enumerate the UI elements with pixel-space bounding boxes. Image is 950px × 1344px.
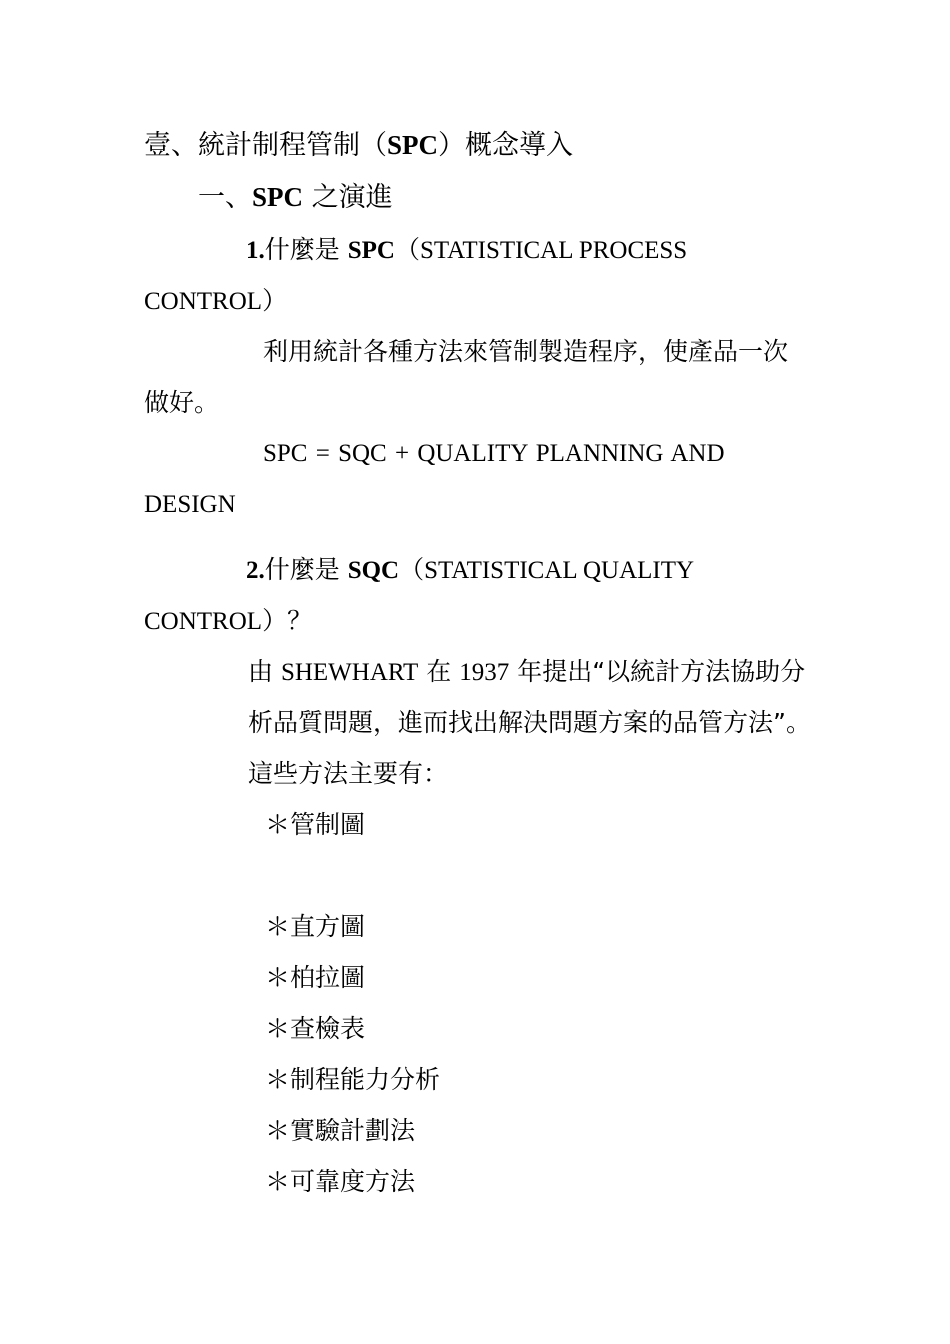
section-title-abbr: SPC <box>387 130 439 160</box>
method-list-item: ＊查檢表 <box>265 1014 366 1043</box>
item2-desc-part-d: 1937 <box>459 659 510 686</box>
subsection-title-prefix: 一、 <box>198 182 252 213</box>
item1-definition-line2: 做好。 <box>144 388 220 417</box>
item2-desc-part-c: 在 <box>418 657 460 686</box>
method-list-item: ＊制程能力分析 <box>265 1065 441 1094</box>
item1-paren-close: ） <box>262 286 288 315</box>
item1-full-name-line2: CONTROL <box>144 288 263 315</box>
item2-paren-close: ）？ <box>262 606 313 635</box>
method-list-item: ＊管制圖 <box>265 810 366 839</box>
item2-desc-line1 <box>248 657 805 688</box>
section-title <box>144 130 573 161</box>
item1-abbr: SPC <box>347 237 395 264</box>
item1-heading <box>246 235 687 266</box>
method-list-item: ＊可靠度方法 <box>265 1167 416 1196</box>
subsection-title-suffix: 之演進 <box>303 182 393 213</box>
item2-abbr: SQC <box>347 557 400 584</box>
item2-heading-cont <box>144 606 312 637</box>
item1-number: 1. <box>246 237 265 264</box>
item2-heading <box>246 555 694 586</box>
item1-formula-line2: DESIGN <box>144 491 236 518</box>
item2-full-name-line1: STATISTICAL QUALITY <box>424 557 695 584</box>
subsection-title-abbr: SPC <box>252 182 304 212</box>
item1-formula-line1: SPC = SQC + QUALITY PLANNING AND <box>263 440 725 467</box>
item1-heading-cont <box>144 286 287 317</box>
item2-question: 什麼是 <box>264 555 348 584</box>
item1-question: 什麼是 <box>264 235 348 264</box>
item1-paren-open: （ <box>394 235 420 264</box>
item2-full-name-line2: CONTROL <box>144 608 263 635</box>
section-title-suffix: ）概念導入 <box>438 130 574 161</box>
subsection-title <box>198 182 393 213</box>
method-list-item: ＊柏拉圖 <box>265 963 366 992</box>
method-list-item: ＊直方圖 <box>265 912 366 941</box>
item1-definition-line1: 利用統計各種方法來管制製造程序，使產品一次 <box>263 337 789 366</box>
item1-full-name-line1: STATISTICAL PROCESS <box>419 237 688 264</box>
item2-desc-line2: 析品質問題，進而找出解決問題方案的品管方法”。 <box>248 708 811 737</box>
method-list-item: ＊實驗計劃法 <box>265 1116 416 1145</box>
item2-desc-line3: 這些方法主要有： <box>248 759 449 788</box>
item2-desc-part-b: SHEWHART <box>280 659 419 686</box>
item2-number: 2. <box>246 557 265 584</box>
section-title-prefix: 壹、統計制程管制（ <box>144 130 387 161</box>
item2-desc-part-a: 由 <box>248 657 281 686</box>
item2-desc-part-e: 年提出“以統計方法協助分 <box>509 657 806 686</box>
item2-paren-open: （ <box>399 555 425 584</box>
